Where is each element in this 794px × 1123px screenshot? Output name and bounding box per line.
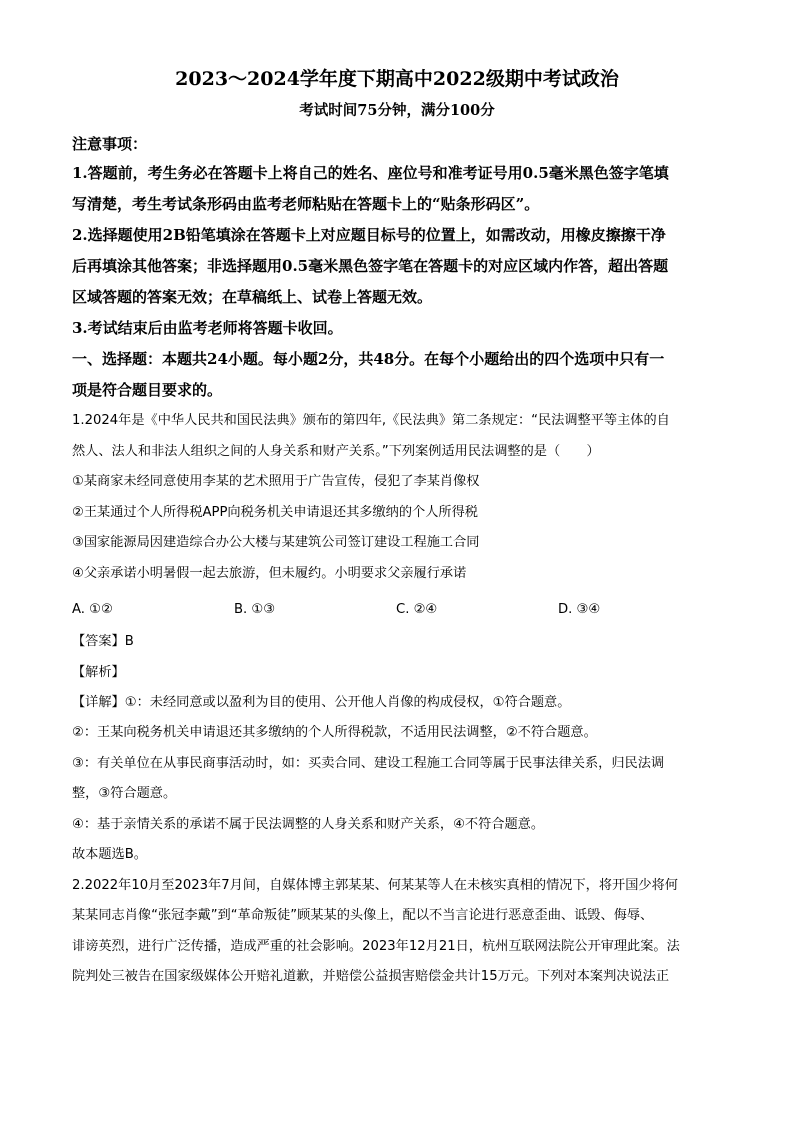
question-item: ④父亲承诺小明暑假一起去旅游，但未履约。小明要求父亲履行承诺 (72, 565, 467, 581)
analysis-line: 整，③符合题意。 (72, 786, 177, 801)
notice-line: 写清楚，考生考试条形码由监考老师粘贴在答题卡上的“贴条形码区”。 (72, 195, 540, 213)
answer-label: 【答案】B (72, 633, 134, 649)
option-a: A. ①② (72, 602, 113, 617)
question-item: ③国家能源局因建造综合办公大楼与某建筑公司签订建设工程施工合同 (72, 535, 480, 550)
analysis-line: ②：王某向税务机关申请退还其多缴纳的个人所得税款，不适用民法调整，②不符合题意。 (72, 725, 597, 740)
option-d: D. ③④ (558, 602, 601, 617)
analysis-label: 【解析】 (72, 664, 125, 680)
exam-subtitle: 考试时间75分钟，满分100分 (299, 102, 495, 119)
analysis-line: ④：基于亲情关系的承诺不属于民法调整的人身关系和财产关系，④不符合题意。 (72, 816, 545, 832)
question-stem-line: 然人、法人和非法人组织之间的人身关系和财产关系。”下列案例适用民法调整的是（ ） (72, 443, 600, 459)
section-line: 一、选择题：本题共24小题。每小题2分，共48分。在每个小题给出的四个选项中只有一 (72, 350, 665, 368)
question-stem-line: 诽谤英烈，进行广泛传播，造成严重的社会影响。2023年12月21日，杭州互联网法院公开审理此案。法 (72, 938, 680, 954)
notice-line: 3.考试结束后由监考老师将答题卡收回。 (72, 319, 343, 337)
analysis-line: ③：有关单位在从事民商事活动时，如：买卖合同、建设工程施工合同等属于民事法律关系，归民法调 (72, 755, 665, 771)
question-item: ①某商家未经同意使用李某的艺术照用于广告宣传，侵犯了李某肖像权 (72, 474, 480, 489)
section-one-heading (72, 344, 722, 406)
question-stem-line: 1.2024年是《中华人民共和国民法典》颁布的第四年,《民法典》第二条规定：“民法调整平等主体的自 (72, 413, 670, 428)
question-stem-line: 某某同志肖像“张冠李戴”到“革命叛徒”顾某某的头像上，配以不当言论进行恶意歪曲、诋毁、侮辱、 (72, 908, 654, 923)
exam-title: 2023～2024学年度下期高中2022级期中考试政治 (175, 68, 619, 90)
notice-line: 2.选择题使用2B铅笔填涂在答题卡上对应题目标号的位置上，如需改动，用橡皮擦擦干净 (72, 226, 666, 244)
section-line: 项是符合题目要求的。 (72, 381, 223, 399)
analysis-line: 【详解】①：未经同意或以盈利为目的使用、公开他人肖像的构成侵权，①符合题意。 (72, 694, 571, 710)
exam-page (72, 62, 722, 993)
question-stem-line: 2.2022年10月至2023年7月间，自媒体博主郭某某、何某某等人在未核实真相的情况下，将开国少将何 (72, 877, 678, 893)
notice-line: 1.答题前，考生务必在答题卡上将自己的姓名、座位号和准考证号用0.5毫米黑色签字笔填 (72, 164, 669, 182)
question-item: ②王某通过个人所得税APP向税务机关申请退还其多缴纳的个人所得税 (72, 504, 478, 520)
notice-line: 后再填涂其他答案；非选择题用0.5毫米黑色签字笔在答题卡的对应区域内作答，超出答题 (72, 257, 669, 275)
notice-heading: 注意事项： (72, 135, 148, 153)
analysis-line: 故本题选B。 (72, 847, 147, 862)
notice-line: 区域答题的答案无效；在草稿纸上、试卷上答题无效。 (72, 288, 433, 306)
question-stem-line: 院判处三被告在国家级媒体公开赔礼道歉，并赔偿公益损害赔偿金共计15万元。下列对本案判决说法正 (72, 969, 670, 984)
answer-options (72, 595, 722, 626)
question-1 (72, 406, 722, 871)
question-2 (72, 871, 722, 993)
option-c: C. ②④ (396, 602, 438, 617)
notice-section (72, 130, 722, 344)
option-b: B. ①③ (234, 602, 276, 617)
